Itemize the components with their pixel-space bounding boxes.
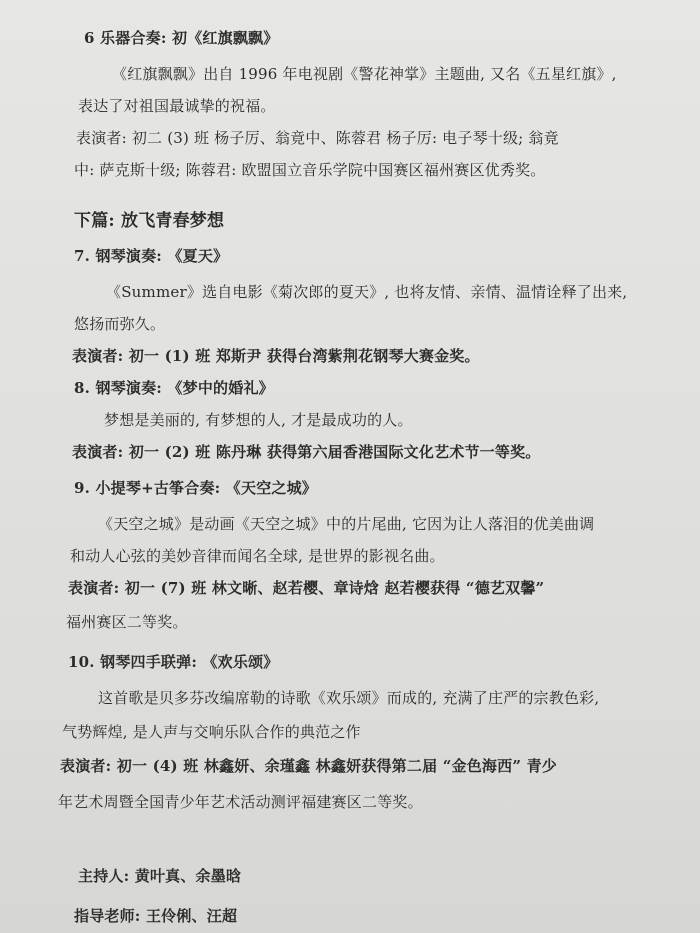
item10-desc-line2: 气势辉煌, 是人声与交响乐队合作的典范之作	[62, 723, 361, 741]
item7-desc-line2: 悠扬而弥久。	[74, 315, 166, 333]
item6-desc-line2: 表达了对祖国最诚挚的祝福。	[78, 97, 276, 115]
item10-performers-line1: 表演者: 初一 (4) 班 林鑫妍、余瑾鑫 林鑫妍获得第二届 “金色海西” 青少	[60, 757, 557, 775]
item6-performers-line1: 表演者: 初二 (3) 班 杨子厉、翁竟中、陈蓉君 杨子厉: 电子琴十级; 翁竟	[76, 129, 559, 147]
section-heading: 下篇: 放飞青春梦想	[74, 211, 225, 231]
item7-desc-line1: 《Summer》选自电影《菊次郎的夏天》, 也将友情、亲情、温情诠释了出来,	[106, 283, 628, 301]
item6-performers-line2: 中: 萨克斯十级; 陈蓉君: 欧盟国立音乐学院中国赛区福州赛区优秀奖。	[74, 161, 546, 179]
item6-title: 6 乐器合奏: 初《红旗飘飘》	[84, 29, 279, 47]
item10-title: 10. 钢琴四手联弹: 《欢乐颂》	[68, 653, 279, 671]
item9-title: 9. 小提琴+古筝合奏: 《天空之城》	[74, 479, 318, 497]
item10-desc-line1: 这首歌是贝多芬改编席勒的诗歌《欢乐颂》而成的, 充满了庄严的宗教色彩,	[98, 689, 600, 707]
teachers: 指导老师: 王伶俐、汪超	[74, 907, 238, 925]
item7-performers: 表演者: 初一 (1) 班 郑斯尹 获得台湾紫荆花钢琴大赛金奖。	[72, 347, 480, 365]
item8-desc: 梦想是美丽的, 有梦想的人, 才是最成功的人。	[104, 411, 413, 429]
item8-performers: 表演者: 初一 (2) 班 陈丹琳 获得第六届香港国际文化艺术节一等奖。	[72, 443, 541, 461]
item7-title: 7. 钢琴演奏: 《夏天》	[74, 247, 229, 265]
item8-title: 8. 钢琴演奏: 《梦中的婚礼》	[74, 379, 274, 397]
hosts: 主持人: 黄叶真、余墨晗	[78, 867, 242, 885]
item9-desc-line2: 和动人心弦的美妙音律而闻名全球, 是世界的影视名曲。	[70, 547, 445, 565]
item9-performers-line1: 表演者: 初一 (7) 班 林文晰、赵若樱、章诗焓 赵若樱获得 “德艺双馨”	[68, 579, 545, 597]
item6-desc-line1: 《红旗飘飘》出自 1996 年电视剧《警花神掌》主题曲, 又名《五星红旗》,	[112, 65, 617, 83]
item9-performers-line2: 福州赛区二等奖。	[66, 613, 188, 631]
item10-performers-line2: 年艺术周暨全国青少年艺术活动测评福建赛区二等奖。	[58, 793, 423, 811]
item9-desc-line1: 《天空之城》是动画《天空之城》中的片尾曲, 它因为让人落泪的优美曲调	[98, 515, 595, 533]
